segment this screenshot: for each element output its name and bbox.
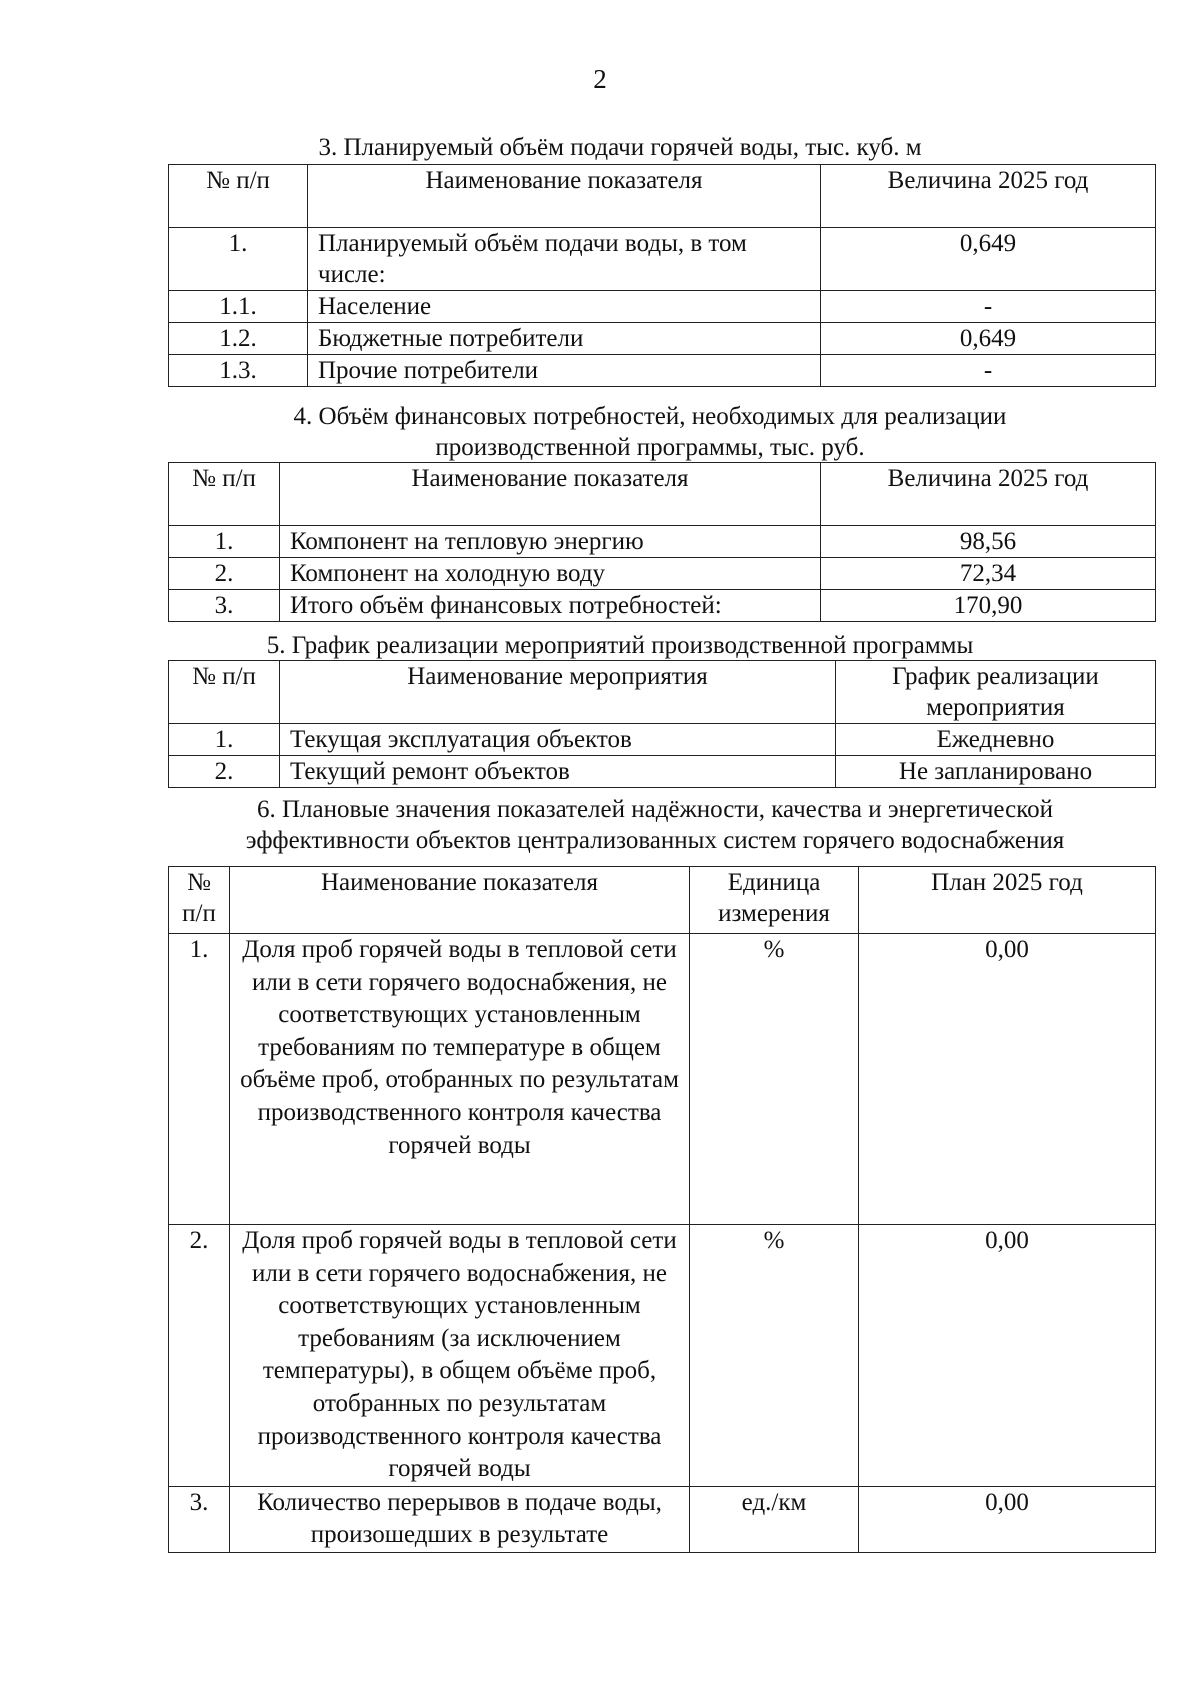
- row-num: 3.: [169, 1486, 230, 1552]
- table-header-row: [169, 867, 1156, 934]
- section-3-table: [168, 164, 1156, 387]
- row-value: 0,649: [821, 228, 1156, 291]
- table-row: [169, 291, 1156, 323]
- table-row: [169, 1486, 1156, 1552]
- row-name: Население: [308, 291, 821, 323]
- table-row: [169, 756, 1156, 788]
- row-unit: %: [690, 1225, 859, 1487]
- table-header-row: [169, 463, 1156, 526]
- row-unit: %: [690, 934, 859, 1225]
- row-value: Ежедневно: [836, 724, 1156, 756]
- row-name: Прочие потребители: [308, 355, 821, 387]
- row-value: 72,34: [821, 558, 1156, 590]
- header-name: Наименование показателя: [308, 165, 821, 228]
- section-6-title: 6. Плановые значения показателей надёжности, качества и энергетической эффективности объектов централизованных систем горячего водоснабжения: [245, 796, 1065, 854]
- section-5-table: [168, 660, 1156, 788]
- row-num: 1.3.: [169, 355, 308, 387]
- row-name: Текущий ремонт объектов: [280, 756, 836, 788]
- row-num: 1.2.: [169, 323, 308, 355]
- row-num: 1.1.: [169, 291, 308, 323]
- header-value: Величина 2025 год: [821, 165, 1156, 228]
- table-row: [169, 323, 1156, 355]
- section-4-title: 4. Объём финансовых потребностей, необходимых для реализации производственной программы, тыс. руб.: [293, 403, 1007, 461]
- row-num: 2.: [169, 558, 280, 590]
- row-name: Планируемый объём подачи воды, в том числе:: [308, 228, 821, 291]
- row-name: Компонент на холодную воду: [280, 558, 821, 590]
- row-num: 2.: [169, 1225, 230, 1487]
- row-name: Доля проб горячей воды в тепловой сети или в сети горячего водоснабжения, не соответствующих установленным требованиям по температуре в общем объёме проб, отобранных по результатам производственного контроля качества горячей воды: [230, 934, 690, 1225]
- table-row: [169, 590, 1156, 622]
- table-header-row: [169, 165, 1156, 228]
- section-5-title: 5. График реализации мероприятий производственной программы: [266, 632, 974, 659]
- row-name: Доля проб горячей воды в тепловой сети или в сети горячего водоснабжения, не соответствующих установленным требованиям (за исключением температуры), в общем объёме проб, отобранных по результатам производственного контроля качества горячей воды: [230, 1225, 690, 1487]
- row-num: 1.: [169, 526, 280, 558]
- table-row: [169, 526, 1156, 558]
- header-name: Наименование показателя: [230, 867, 690, 934]
- row-num: 1.: [169, 934, 230, 1225]
- row-name: Компонент на тепловую энергию: [280, 526, 821, 558]
- row-value: -: [821, 355, 1156, 387]
- row-plan: 0,00: [859, 1486, 1156, 1552]
- row-name: Бюджетные потребители: [308, 323, 821, 355]
- row-value: -: [821, 291, 1156, 323]
- row-value: 98,56: [821, 526, 1156, 558]
- header-value: График реализации мероприятия: [836, 661, 1156, 724]
- section-6-table: [168, 866, 1156, 1553]
- header-value: Величина 2025 год: [821, 463, 1156, 526]
- header-plan: План 2025 год: [859, 867, 1156, 934]
- table-row: [169, 228, 1156, 291]
- row-name: Итого объём финансовых потребностей:: [280, 590, 821, 622]
- header-name: Наименование мероприятия: [280, 661, 836, 724]
- header-num: № п/п: [169, 867, 230, 934]
- header-unit: Единица измерения: [690, 867, 859, 934]
- row-num: 2.: [169, 756, 280, 788]
- row-name: Количество перерывов в подаче воды, произошедших в результате: [230, 1486, 690, 1552]
- header-num: № п/п: [169, 165, 308, 228]
- row-num: 1.: [169, 228, 308, 291]
- table-row: [169, 355, 1156, 387]
- table-header-row: [169, 661, 1156, 724]
- row-plan: 0,00: [859, 934, 1156, 1225]
- section-3-title: 3. Планируемый объём подачи горячей воды, тыс. куб. м: [318, 134, 922, 161]
- page-number: 2: [593, 64, 607, 94]
- header-num: № п/п: [169, 463, 280, 526]
- header-name: Наименование показателя: [280, 463, 821, 526]
- row-value: 0,649: [821, 323, 1156, 355]
- header-num: № п/п: [169, 661, 280, 724]
- row-num: 3.: [169, 590, 280, 622]
- row-name: Текущая эксплуатация объектов: [280, 724, 836, 756]
- table-row: [169, 1225, 1156, 1487]
- row-num: 1.: [169, 724, 280, 756]
- section-4-table: [168, 462, 1156, 622]
- row-unit: ед./км: [690, 1486, 859, 1552]
- row-value: Не запланировано: [836, 756, 1156, 788]
- table-row: [169, 558, 1156, 590]
- row-value: 170,90: [821, 590, 1156, 622]
- table-row: [169, 934, 1156, 1225]
- row-plan: 0,00: [859, 1225, 1156, 1487]
- table-row: [169, 724, 1156, 756]
